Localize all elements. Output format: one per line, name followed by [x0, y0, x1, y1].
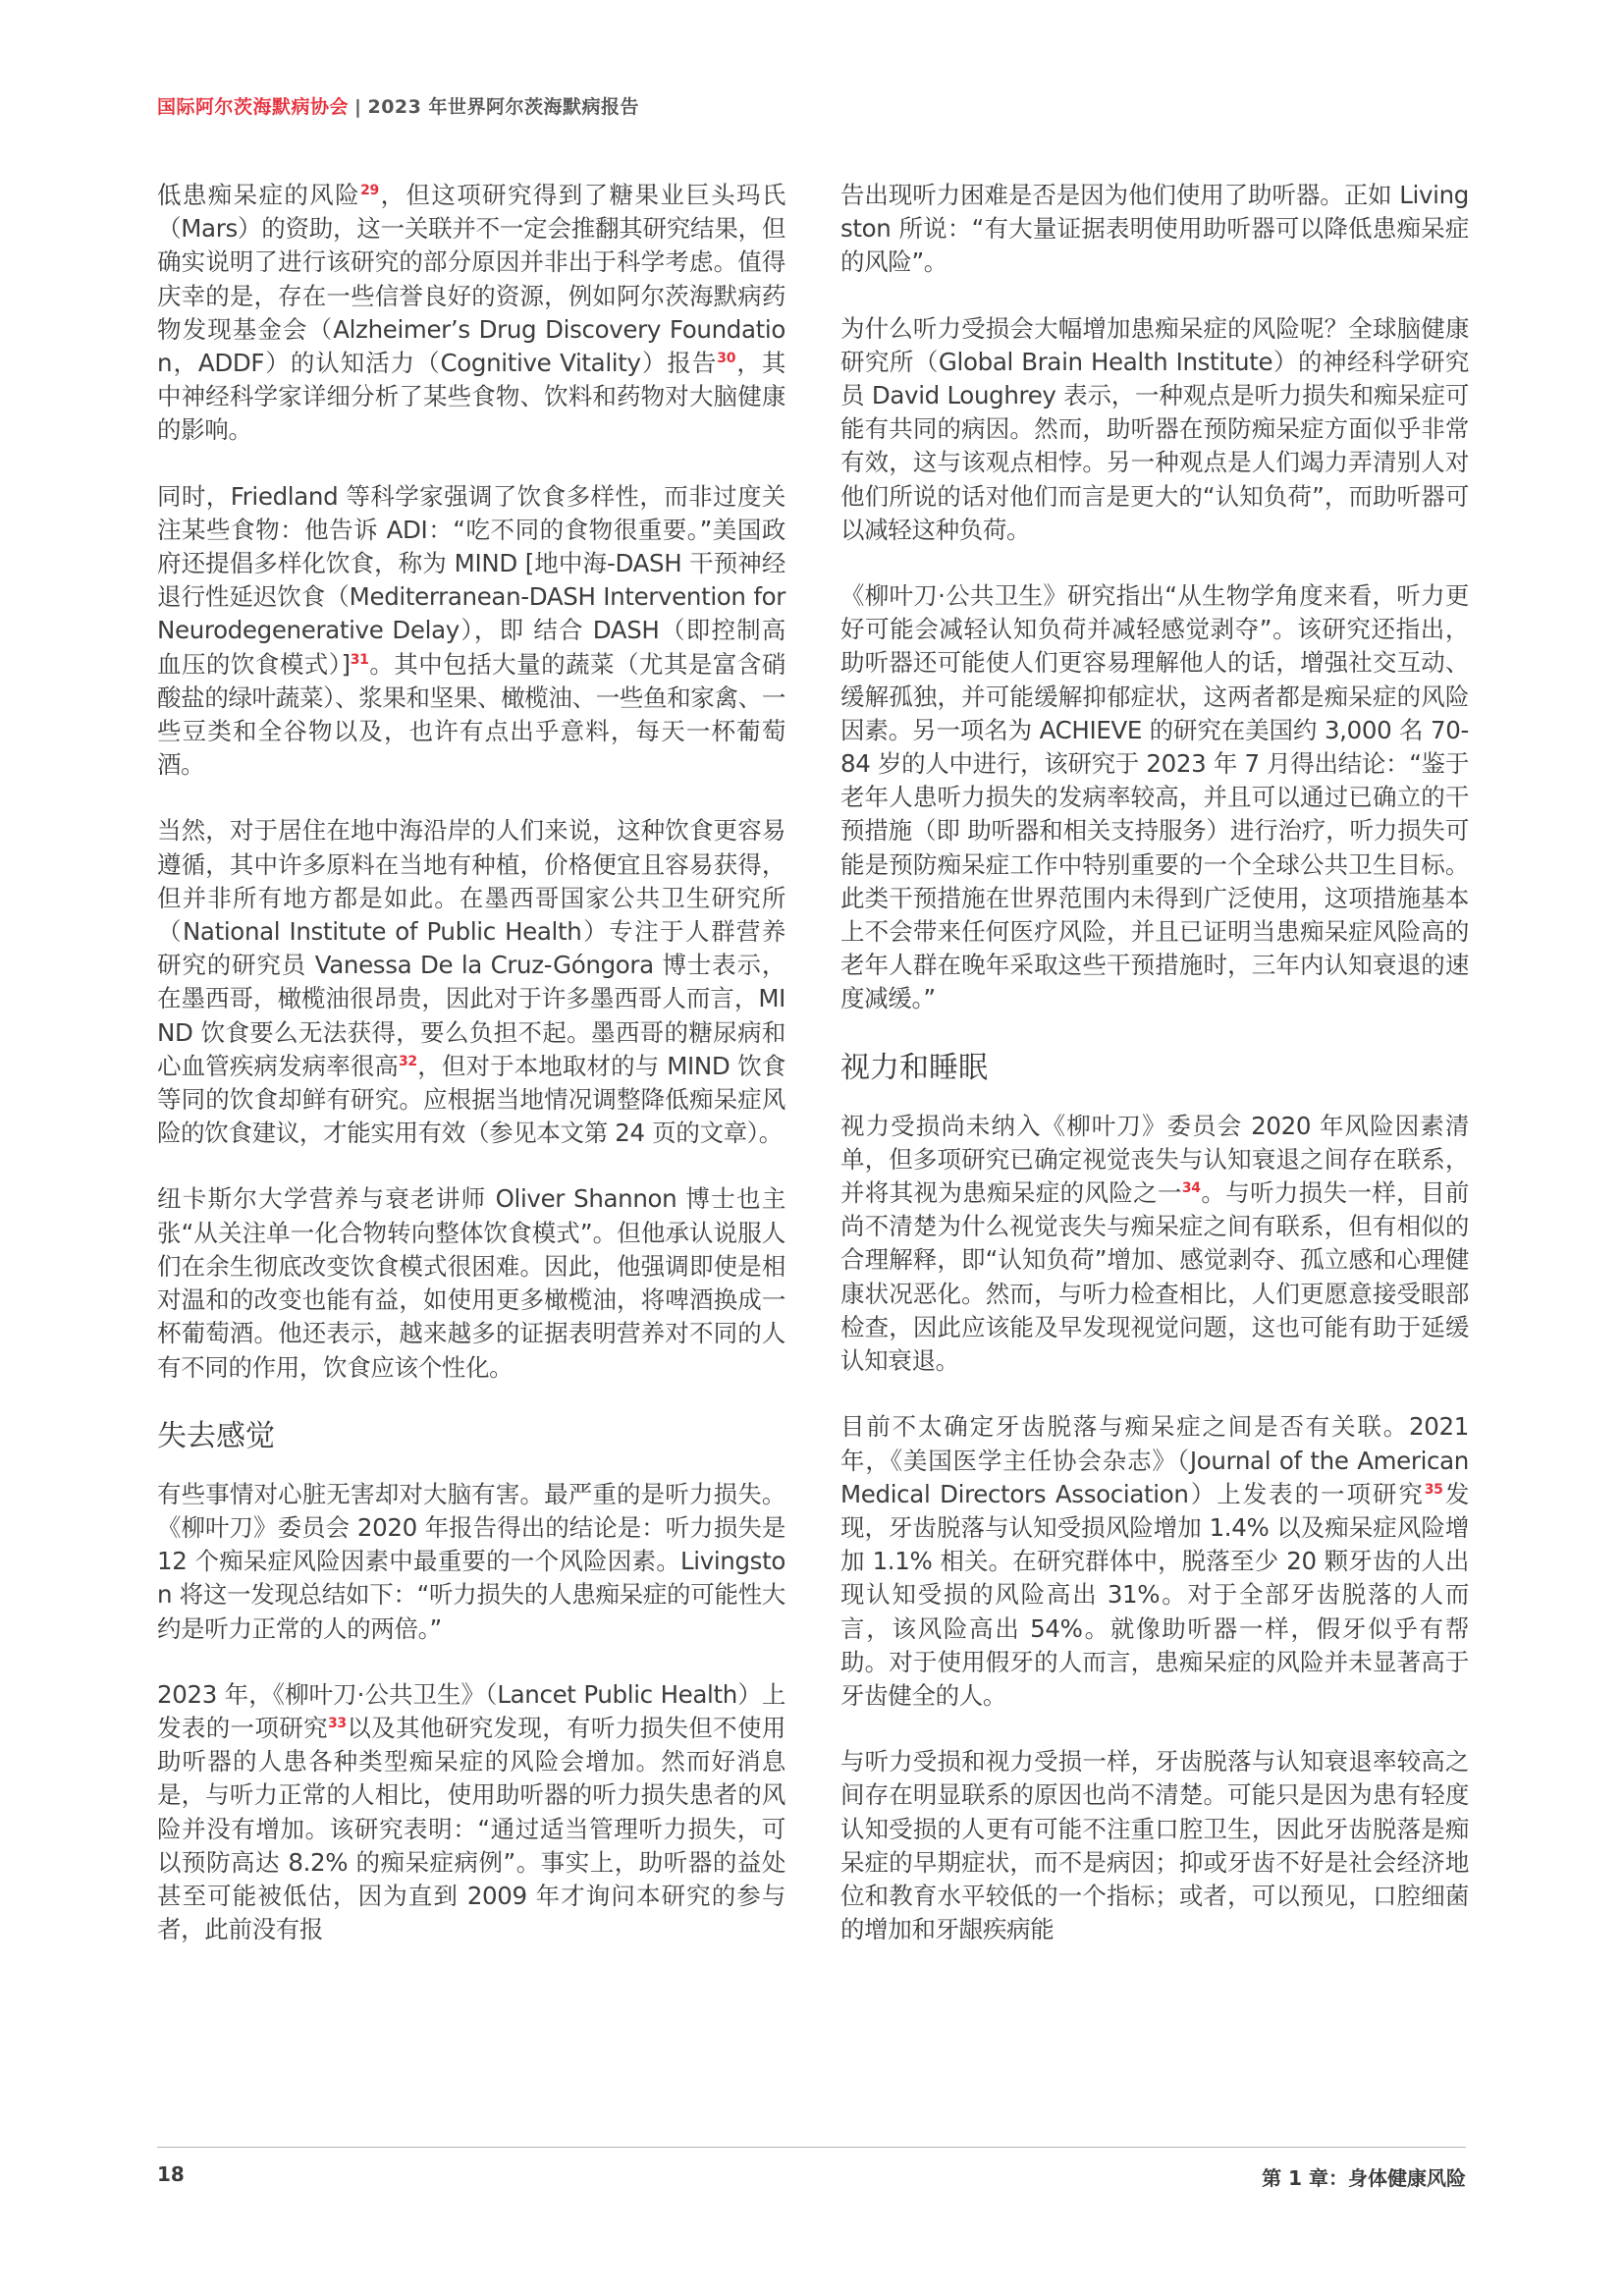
body-paragraph	[157, 1478, 785, 1646]
right-column	[840, 179, 1469, 1979]
paragraph-text: 低患痴呆症的风险	[157, 181, 361, 209]
body-paragraph	[157, 814, 785, 1150]
header-organization: 国际阿尔茨海默病协会	[157, 96, 350, 118]
body-paragraph	[157, 179, 785, 448]
footnote-reference[interactable]: 30	[717, 350, 736, 366]
left-column	[157, 179, 785, 1979]
paragraph-text: ，其中神经科学家详细分析了某些食物、饮料和药物对大脑健康的影响。	[157, 349, 785, 445]
paragraph-text: 当然，对于居住在地中海沿岸的人们来说，这种饮食更容易遵循，其中许多原料在当地有种植，价格便宜且容易获得，但并非所有地方都是如此。在墨西哥国家公共卫生研究所（National Institute of Public Health）专注于人群营养研究的研究员 Vanessa De la Cruz-Góngora 博士表示，在墨西哥，橄榄油很昂贵，因此对于许多墨西哥人而言，MIND 饮食要么无法获得，要么负担不起。墨西哥的糖尿病和心血管疾病发病率很高	[157, 816, 785, 1080]
running-header	[157, 92, 639, 119]
body-paragraph	[157, 1182, 785, 1384]
paragraph-text: 为什么听力受损会大幅增加患痴呆症的风险呢？全球脑健康研究所（Global Brain Health Institute）的神经科学研究员 David Loughrey 表示，一种观点是听力损失和痴呆症可能有共同的病因。然而，助听器在预防痴呆症方面似乎非常有效，这与该观点相悖。另一种观点是人们竭力弄清别人对他们所说的话对他们而言是更大的“认知负荷”，而助听器可以减轻这种负荷。	[840, 313, 1469, 544]
body-paragraph	[840, 179, 1469, 280]
paragraph-text: 以及其他研究发现，有听力损失但不使用助听器的人患各种类型痴呆症的风险会增加。然而好消息是，与听力正常的人相比，使用助听器的听力损失患者的风险并没有增加。该研究表明：“通过适当管理听力损失，可以预防高达 8.2% 的痴呆症病例”。事实上，助听器的益处甚至可能被低估，因为直到 2009 年才询问本研究的参与者，此前没有报	[157, 1713, 785, 1944]
footnote-reference[interactable]: 29	[360, 182, 379, 198]
body-paragraph	[840, 312, 1469, 547]
body-paragraph	[840, 1745, 1469, 1946]
paragraph-text: 纽卡斯尔大学营养与衰老讲师 Oliver Shannon 博士也主张“从关注单一化合物转向整体饮食模式”。但他承认说服人们在余生彻底改变饮食模式很困难。因此，他强调即使是相对温和的改变也能有益，如使用更多橄榄油，将啤酒换成一杯葡萄酒。他还表示，越来越多的证据表明营养对不同的人有不同的作用，饮食应该个性化。	[157, 1184, 785, 1382]
paragraph-text: 有些事情对心脏无害却对大脑有害。最严重的是听力损失。《柳叶刀》委员会 2020 年报告得出的结论是：听力损失是 12 个痴呆症风险因素中最重要的一个风险因素。Livingston 将这一发现总结如下：“听力损失的人患痴呆症的可能性大约是听力正常的人的两倍。”	[157, 1479, 785, 1643]
chapter-label: 第 1 章：身体健康风险	[1262, 2166, 1466, 2190]
paragraph-text: 。与听力损失一样，目前尚不清楚为什么视觉丧失与痴呆症之间有联系，但有相似的合理解释，即“认知负荷”增加、感觉剥夺、孤立感和心理健康状况恶化。然而，与听力检查相比，人们更愿意接受眼部检查，因此应该能及早发现视觉问题，这也可能有助于延缓认知衰退。	[840, 1178, 1469, 1376]
footnote-reference[interactable]: 32	[399, 1053, 417, 1069]
section-heading: 失去感觉	[157, 1418, 275, 1453]
paragraph-text: 同时，Friedland 等科学家强调了饮食多样性，而非过度关注某些食物：他告诉 ADI：“吃不同的食物很重要。”美国政府还提倡多样化饮食，称为 MIND [地中海-DASH 干预神经退行性延迟饮食（Mediterranean-DASH Intervention for Neurodegenerative Delay），即 结合 DASH（即控制高血压的饮食模式）]	[157, 481, 785, 679]
paragraph-text: 告出现听力困难是否是因为他们使用了助听器。正如 Livingston 所说：“有大量证据表明使用助听器可以降低患痴呆症的风险”。	[840, 181, 1469, 277]
paragraph-text: 视力受损尚未纳入《柳叶刀》委员会 2020 年风险因素清单，但多项研究已确定视觉丧失与认知衰退之间存在联系，并将其视为患痴呆症的风险之一	[840, 1111, 1469, 1208]
footnote-reference[interactable]: 33	[327, 1715, 347, 1731]
paragraph-text: ，但对于本地取材的与 MIND 饮食等同的饮食却鲜有研究。应根据当地情况调整降低痴呆症风险的饮食建议，才能实用有效（参见本文第 24 页的文章）。	[157, 1051, 785, 1148]
paragraph-text: ，但这项研究得到了糖果业巨头玛氏（Mars）的资助，这一关联并不一定会推翻其研究结果，但确实说明了进行该研究的部分原因并非出于科学考虑。值得庆幸的是，存在一些信誉良好的资源，例如阿尔茨海默病药物发现基金会（Alzheimer’s Drug Discovery Foundation，ADDF）的认知活力（Cognitive Vitality）报告	[157, 181, 786, 378]
header-separator: |	[354, 96, 362, 118]
paragraph-text: 发现，牙齿脱落与认知受损风险增加 1.4% 以及痴呆症风险增加 1.1% 相关。在研究群体中，脱落至少 20 颗牙齿的人出现认知受损的风险高出 31%。对于全部牙齿脱落的人而言，该风险高出 54%。就像助听器一样，假牙似乎有帮助。对于使用假牙的人而言，患痴呆症的风险并未显著高于牙齿健全的人。	[840, 1479, 1469, 1710]
paragraph-text: 《柳叶刀·公共卫生》研究指出“从生物学角度来看，听力更好可能会减轻认知负荷并减轻感觉剥夺”。该研究还指出，助听器还可能使人们更容易理解他人的话，增强社交互动、缓解孤独，并可能缓解抑郁症状，这两者都是痴呆症的风险因素。另一项名为 ACHIEVE 的研究在美国约 3,000 名 70-84 岁的人中进行，该研究于 2023 年 7 月得出结论：“鉴于老年人患听力损失的发病率较高，并且可以通过已确立的干预措施（即 助听器和相关支持服务）进行治疗，听力损失可能是预防痴呆症工作中特别重要的一个全球公共卫生目标。此类干预措施在世界范围内未得到广泛使用，这项措施基本上不会带来任何医疗风险，并且已证明当患痴呆症风险高的老年人群在晚年采取这些干预措施时，三年内认知衰退的速度减缓。”	[840, 581, 1469, 1013]
paragraph-text: 与听力受损和视力受损一样，牙齿脱落与认知衰退率较高之间存在明显联系的原因也尚不清楚。可能只是因为患有轻度认知受损的人更有可能不注重口腔卫生，因此牙齿脱落是痴呆症的早期症状，而不是病因；抑或牙齿不好是社会经济地位和教育水平较低的一个指标；或者，可以预见，口腔细菌的增加和牙龈疾病能	[840, 1747, 1469, 1944]
body-paragraph	[840, 579, 1469, 1016]
footnote-reference[interactable]: 34	[1181, 1179, 1201, 1196]
page-number: 18	[157, 2162, 185, 2186]
body-paragraph	[840, 1410, 1469, 1713]
body-paragraph	[157, 1678, 785, 1947]
footnote-reference[interactable]: 31	[350, 651, 369, 668]
paragraph-text: 目前不太确定牙齿脱落与痴呆症之间是否有关联。2021 年，《美国医学主任协会杂志》（Journal of the American Medical Directors Association）上发表的一项研究	[840, 1412, 1469, 1508]
header-report-title: 2023 年世界阿尔茨海默病报告	[367, 96, 639, 118]
footer-divider	[157, 2147, 1466, 2148]
body-paragraph	[157, 480, 785, 783]
paragraph-text: 。其中包括大量的蔬菜（尤其是富含硝酸盐的绿叶蔬菜）、浆果和坚果、橄榄油、一些鱼和家禽、一些豆类和全谷物以及，也许有点出乎意料，每天一杯葡萄酒。	[157, 649, 785, 780]
section-heading: 视力和睡眠	[840, 1050, 988, 1085]
footnote-reference[interactable]: 35	[1424, 1481, 1443, 1498]
body-paragraph	[840, 1110, 1469, 1379]
paragraph-text: 2023 年，《柳叶刀·公共卫生》（Lancet Public Health）上发表的一项研究	[157, 1679, 785, 1742]
